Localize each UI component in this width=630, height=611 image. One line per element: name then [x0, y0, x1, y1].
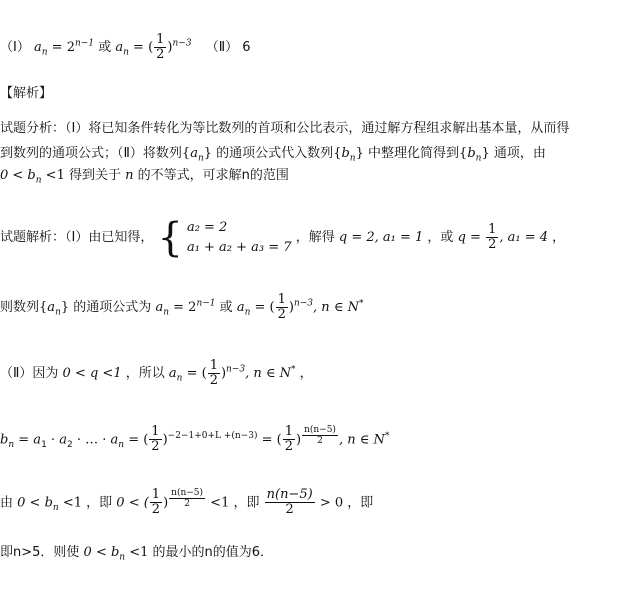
part1-label: （Ⅰ）	[0, 40, 30, 55]
part2-label: （Ⅱ）	[205, 40, 239, 55]
analysis-line-1: 试题分析：（Ⅰ）将已知条件转化为等比数列的首项和公比表示，通过解方程组求解出基本量，从而得	[0, 121, 570, 136]
answer-exp2: n−3	[172, 38, 192, 49]
part2-value: 6	[242, 40, 251, 55]
solution-line-1: 试题解析：（Ⅰ）由已知得， { a₂ = 2 a₁ + a₂ + a₃ = 7 ，解得 q = 2, a₁ = 1 ，或 q = $\frac{1}{2}$ , a₁ = 4 ，	[0, 214, 566, 261]
analysis-line-2: 到数列的通项公式；（Ⅱ）将数列$\{a_n\}$ 的通项公式代入数列$\{b_n\}$ 中整理化简得到$\{b_n\}$ 通项，由	[0, 146, 546, 164]
answer-sub-n: n	[41, 47, 48, 58]
answer-frac: $\frac{1}{2}$	[156, 32, 165, 62]
equation-system: { a₂ = 2 a₁ + a₂ + a₃ = 7	[157, 214, 292, 261]
analysis-heading: 【解析】	[0, 86, 53, 101]
answer-line: （Ⅰ） $a_n = 2^{n-1}$ 或 $a_n$ = ( $\frac{1}{2}$ )$^{n-3}$ （Ⅱ） 6	[0, 32, 251, 62]
answer-exp: n−1	[74, 38, 95, 49]
solution-line-6: 即n>5．则使 $0 < b_n <1$ 的最小的n的值为6．	[0, 545, 274, 563]
solution-line-3: （Ⅱ）因为 0 < q <1 ，所以 $a_n$ = ( $\frac{1}{2}$ )$^{n-3}$, n ∈ N* ，	[0, 358, 313, 388]
analysis-line-3: $0 < b_n <1$ 得到关于 n 的不等式，可求解n的范围	[0, 168, 289, 186]
solution-line-2: 则数列$\{a_n\}$ 的通项公式为 $a_n = 2^{n-1}$ 或 $a_n$ = ( $\frac{1}{2}$ )$^{n-3}$, n ∈ N*	[0, 292, 364, 322]
solution-line-5: 由 $0 < b_n <1$ ，即 0 < ( $\frac{1}{2}$ ) $^{\frac{n(n-5)}{2}}$ <1 ，即 $\frac{n(n-5)}{2}$ > 0 ，即	[0, 487, 374, 518]
solution-line-4: $b_n = a_1 \cdot a_2$ · … · $a_n$ = ( $\frac{1}{2}$ )$^{-2-1+0+L +(n-3)}$ = ( $\frac{1}{2}$ ) $^{\frac{n(n-5)}{2}}$ , n ∈ N*	[0, 424, 390, 455]
answer-a: a	[33, 40, 42, 55]
answer-eq: = 2	[47, 40, 75, 55]
answer-or: 或	[98, 40, 116, 55]
